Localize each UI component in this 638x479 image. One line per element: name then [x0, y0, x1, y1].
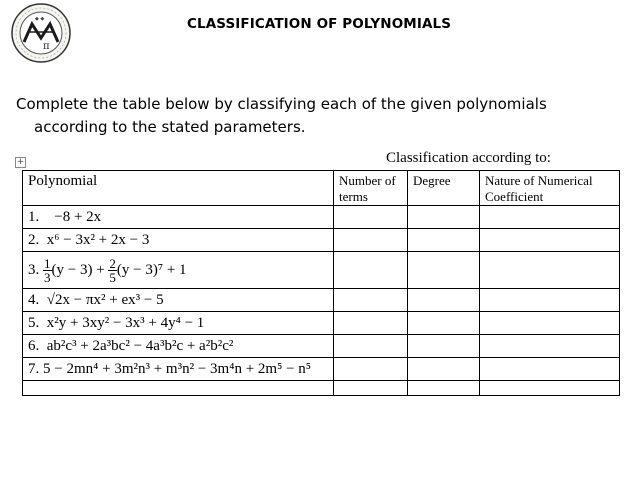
header-degree: Degree	[408, 171, 480, 206]
header-nature-line-1: Nature of Numerical	[485, 173, 593, 188]
row-number: 6.	[28, 338, 40, 354]
nature-input[interactable]	[480, 289, 620, 312]
polynomial-cell	[23, 289, 334, 312]
polynomial-expression: √2x − πx² + ex³ − 5	[46, 292, 164, 308]
number-of-terms-input[interactable]	[334, 312, 408, 335]
degree-input[interactable]	[408, 289, 480, 312]
fraction-one-third: $\frac{1}{3}$	[44, 256, 51, 286]
number-of-terms-input[interactable]	[334, 206, 408, 229]
polynomial-expression-tail: (y − 3)⁷ + 1	[116, 262, 187, 278]
row-number: 7.	[28, 361, 40, 377]
empty-cell[interactable]	[408, 381, 480, 396]
empty-cell[interactable]	[480, 381, 620, 396]
number-of-terms-input[interactable]	[334, 289, 408, 312]
table-row-empty	[23, 381, 620, 396]
polynomial-cell	[23, 335, 334, 358]
header-nature-line-2: Coefficient	[485, 189, 544, 204]
classification-heading: Classification according to:	[386, 150, 551, 166]
row-number: 3.	[28, 262, 40, 278]
instructions	[16, 93, 626, 139]
header-terms-line-1: Number of	[339, 173, 396, 188]
header-number-of-terms	[334, 171, 408, 206]
classification-table	[22, 170, 620, 396]
degree-input[interactable]	[408, 252, 480, 289]
fraction-two-fifths: $\frac{2}{5}$	[109, 256, 116, 286]
nature-input[interactable]	[480, 252, 620, 289]
table-row	[23, 358, 620, 381]
polynomial-expression-middle: (y − 3) +	[51, 262, 105, 278]
empty-cell[interactable]	[334, 381, 408, 396]
table-move-handle-icon[interactable]	[15, 157, 26, 168]
table-row	[23, 335, 620, 358]
table-row	[23, 206, 620, 229]
polynomial-cell	[23, 312, 334, 335]
table-row	[23, 229, 620, 252]
degree-input[interactable]	[408, 312, 480, 335]
header-polynomial: Polynomial	[23, 171, 334, 206]
header-nature-of-coefficient	[480, 171, 620, 206]
nature-input[interactable]	[480, 335, 620, 358]
table-header-row	[23, 171, 620, 206]
polynomial-cell	[23, 252, 334, 289]
polynomial-cell	[23, 206, 334, 229]
degree-input[interactable]	[408, 229, 480, 252]
header-terms-line-2: terms	[339, 189, 368, 204]
number-of-terms-input[interactable]	[334, 335, 408, 358]
table-row	[23, 312, 620, 335]
instruction-line-1: Complete the table below by classifying each of the given polynomials	[16, 95, 547, 113]
table-row	[23, 289, 620, 312]
row-number: 5.	[28, 315, 40, 331]
table-row	[23, 252, 620, 289]
degree-input[interactable]	[408, 206, 480, 229]
page-title: CLASSIFICATION OF POLYNOMIALS	[186, 16, 452, 32]
number-of-terms-input[interactable]	[334, 252, 408, 289]
polynomial-expression: ab²c³ + 2a³bc² − 4a³b²c + a²b²c²	[46, 338, 234, 354]
polynomial-expression: x²y + 3xy² − 3x³ + 4y⁴ − 1	[46, 315, 205, 331]
row-number: 2.	[28, 232, 40, 248]
nature-input[interactable]	[480, 312, 620, 335]
polynomial-expression: −8 + 2x	[54, 209, 102, 225]
number-of-terms-input[interactable]	[334, 358, 408, 381]
nature-input[interactable]	[480, 229, 620, 252]
instruction-line-2: according to the stated parameters.	[34, 118, 306, 136]
degree-input[interactable]	[408, 358, 480, 381]
row-number: 4.	[28, 292, 40, 308]
polynomial-cell	[23, 358, 334, 381]
svg-text:◆ ◆: ◆ ◆	[35, 16, 45, 22]
degree-input[interactable]	[408, 335, 480, 358]
school-seal-logo	[10, 2, 72, 64]
polynomial-expression: x⁶ − 3x² + 2x − 3	[46, 232, 150, 248]
polynomial-cell	[23, 229, 334, 252]
svg-text:π: π	[43, 41, 50, 52]
row-number: 1.	[28, 209, 40, 225]
nature-input[interactable]	[480, 206, 620, 229]
number-of-terms-input[interactable]	[334, 229, 408, 252]
empty-cell[interactable]	[23, 381, 334, 396]
nature-input[interactable]	[480, 358, 620, 381]
polynomial-expression: 5 − 2mn⁴ + 3m²n³ + m³n² − 3m⁴n + 2m⁵ − n⁵	[43, 361, 312, 377]
